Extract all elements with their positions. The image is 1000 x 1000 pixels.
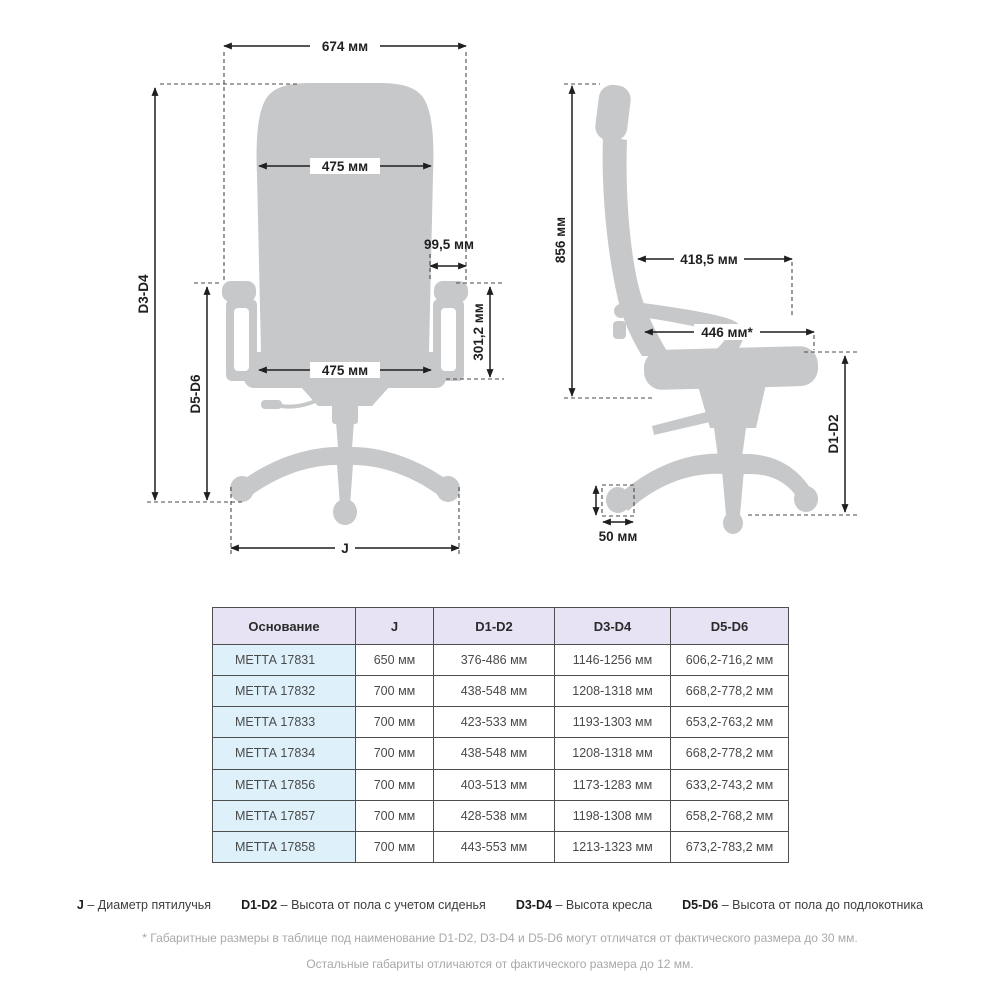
cell-model: МЕТТА 17834 [213, 738, 356, 769]
caster-side-left [606, 487, 630, 513]
legend [0, 898, 1000, 912]
cell-model: МЕТТА 17858 [213, 831, 356, 862]
cell-d5d6: 633,2-743,2 мм [671, 769, 789, 800]
cell-j: 700 мм [356, 707, 434, 738]
dim-chair-height [136, 88, 155, 500]
header-j: J [356, 608, 434, 645]
table-row [213, 800, 789, 831]
cell-d1d2: 438-548 мм [434, 676, 555, 707]
dim-armrest-height [471, 287, 490, 377]
legend-key: D5-D6 [682, 898, 719, 912]
cell-d1d2: 443-553 мм [434, 831, 555, 862]
legend-desc: – Высота от пола с учетом сиденья [280, 898, 486, 912]
backrest-width-label: 475 мм [321, 159, 369, 174]
cell-d5d6: 653,2-763,2 мм [671, 707, 789, 738]
legend-desc: – Высота от пола до подлокотника [721, 898, 924, 912]
armrest-pad-right [434, 281, 468, 302]
cell-j: 700 мм [356, 831, 434, 862]
dim-front-total-width [224, 38, 466, 54]
legend-item-d3d4 [516, 898, 652, 912]
armrest-hole-right [441, 308, 456, 371]
tension-lever-front [281, 398, 322, 407]
legend-desc: – Высота кресла [555, 898, 653, 912]
side-view [553, 83, 858, 544]
gas-lift-front [332, 402, 358, 424]
cell-d1d2: 376-486 мм [434, 645, 555, 676]
cell-model: МЕТТА 17832 [213, 676, 356, 707]
armrest-hole-left [234, 308, 249, 371]
spec-table [212, 607, 789, 863]
seat-height-label: D1-D2 [826, 414, 841, 454]
cell-j: 700 мм [356, 800, 434, 831]
dim-backrest-height [553, 86, 572, 396]
cell-j: 650 мм [356, 645, 434, 676]
legend-key: D1-D2 [241, 898, 278, 912]
cell-d1d2: 423-533 мм [434, 707, 555, 738]
cell-d5d6: 673,2-783,2 мм [671, 831, 789, 862]
table-row [213, 831, 789, 862]
cell-d5d6: 606,2-716,2 мм [671, 645, 789, 676]
cell-d1d2: 403-513 мм [434, 769, 555, 800]
cell-d3d4: 1193-1303 мм [555, 707, 671, 738]
cell-d5d6: 668,2-778,2 мм [671, 738, 789, 769]
backrest-height-label: 856 мм [553, 216, 568, 264]
seat-width-label: 475 мм [321, 363, 369, 378]
table-header-row [213, 608, 789, 645]
backrest-knob-side [614, 304, 628, 318]
dim-armrest-gap [424, 237, 474, 266]
base-legs-side [616, 454, 814, 511]
caster-front-left [230, 476, 254, 502]
footnote-line-2: Остальные габариты отличаются от фактического размера до 12 мм. [306, 957, 694, 971]
total-width-label: 674 мм [321, 39, 369, 54]
base-front-leg [336, 450, 354, 506]
backrest-hardware-side [613, 321, 626, 339]
cell-d3d4: 1213-1323 мм [555, 831, 671, 862]
legend-key: J [76, 898, 84, 912]
caster-front-right [436, 476, 460, 502]
dim-backrest-armrest-depth [638, 251, 792, 267]
armrest-pad-left [222, 281, 256, 302]
cell-model: МЕТТА 17856 [213, 769, 356, 800]
cell-d3d4: 1208-1318 мм [555, 676, 671, 707]
header-d5d6: D5-D6 [671, 608, 789, 645]
cell-d1d2: 428-538 мм [434, 800, 555, 831]
cell-d3d4: 1146-1256 мм [555, 645, 671, 676]
lever-handle-front [261, 400, 282, 409]
caster-side-front [723, 512, 743, 534]
seat-side [644, 346, 819, 391]
dim-seat-depth [645, 324, 814, 340]
legend-key: D3-D4 [515, 898, 552, 912]
chair-front-silhouette [222, 83, 468, 525]
cell-d3d4: 1173-1283 мм [555, 769, 671, 800]
chair-side-silhouette [594, 83, 819, 534]
table-row [213, 738, 789, 769]
cell-j: 700 мм [356, 738, 434, 769]
cell-d3d4: 1198-1308 мм [555, 800, 671, 831]
backrest-front [257, 83, 434, 364]
caster-side-right [794, 486, 818, 512]
legend-item-d5d6 [682, 898, 923, 912]
chair-height-label: D3-D4 [136, 274, 151, 314]
header-base: Основание [213, 608, 356, 645]
floor-armrest-label: D5-D6 [188, 374, 203, 414]
header-d1d2: D1-D2 [434, 608, 555, 645]
cell-d3d4: 1208-1318 мм [555, 738, 671, 769]
headrest-side [594, 83, 633, 142]
dim-base-diameter [231, 540, 459, 556]
cell-d5d6: 668,2-778,2 мм [671, 676, 789, 707]
cell-j: 700 мм [356, 769, 434, 800]
armrest-gap-label: 99,5 мм [424, 237, 474, 252]
caster-size-label: 50 мм [598, 529, 638, 544]
base-diameter-label: J [341, 541, 349, 556]
header-d3d4: D3-D4 [555, 608, 671, 645]
cell-model: МЕТТА 17833 [213, 707, 356, 738]
backrest-armrest-depth-label: 418,5 мм [680, 252, 738, 267]
cell-model: МЕТТА 17857 [213, 800, 356, 831]
seat-depth-label: 446 мм* [701, 325, 753, 340]
tilt-lever-side [652, 412, 710, 435]
legend-item-d1d2 [241, 898, 486, 912]
dim-seat-height [826, 356, 845, 512]
front-view [136, 38, 504, 557]
backrest-side [603, 136, 670, 356]
cell-d1d2: 438-548 мм [434, 738, 555, 769]
table-row [213, 676, 789, 707]
dim-floor-armrest [188, 287, 207, 500]
cell-model: МЕТТА 17831 [213, 645, 356, 676]
footnote-line-1: * Габаритные размеры в таблице под наименование D1-D2, D3-D4 и D5-D6 могут отличатся от фактического размера до 30 мм. [142, 931, 858, 945]
table-row [213, 707, 789, 738]
cell-j: 700 мм [356, 676, 434, 707]
cell-d5d6: 658,2-768,2 мм [671, 800, 789, 831]
armrest-height-label: 301,2 мм [471, 303, 486, 361]
caster-front-center [333, 499, 357, 525]
legend-desc: – Диаметр пятилучья [87, 898, 212, 912]
table-row [213, 645, 789, 676]
legend-item-j [77, 898, 211, 912]
table-row [213, 769, 789, 800]
